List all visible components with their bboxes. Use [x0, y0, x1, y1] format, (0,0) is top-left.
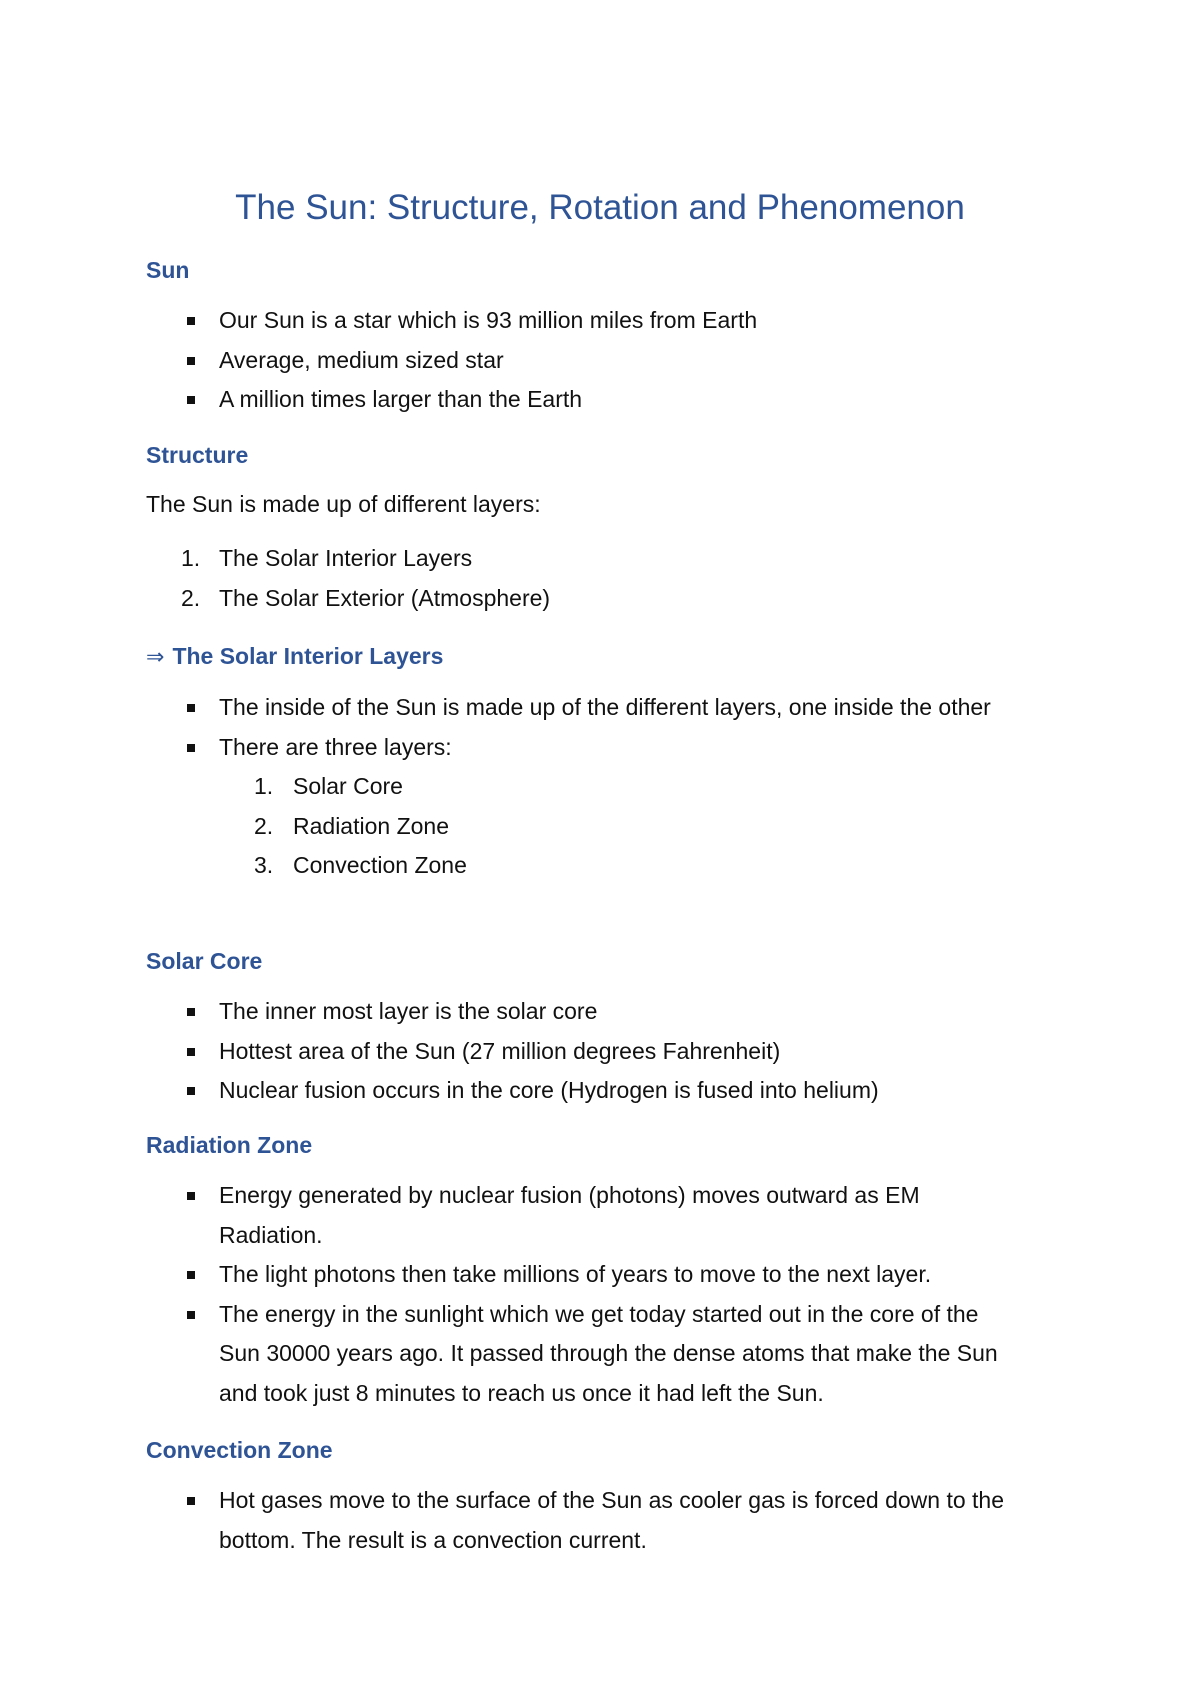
list-item: 1. The Solar Interior Layers — [181, 545, 473, 571]
list-item: Hot gases move to the surface of the Sun as cooler gas is forced down to the bottom. The result is a convection current. — [146, 1481, 1066, 1560]
list-item: There are three layers: — [146, 728, 1066, 768]
square-bullet-icon — [187, 704, 195, 712]
list-item: 3. Convection Zone — [254, 852, 467, 878]
radiation-list — [146, 1176, 1066, 1413]
double-arrow-icon: ⇒ — [146, 644, 165, 669]
list-item: 1. Solar Core — [254, 773, 403, 799]
layers-list — [146, 767, 1066, 886]
list-item: The inner most layer is the solar core — [146, 992, 1066, 1032]
section-interior — [146, 641, 1066, 886]
section-core — [146, 946, 1066, 1111]
list-item: Our Sun is a star which is 93 million miles from Earth — [146, 301, 1066, 341]
heading-sun: Sun — [146, 257, 190, 283]
square-bullet-icon — [187, 1311, 195, 1319]
square-bullet-icon — [187, 1008, 195, 1016]
heading-convection: Convection Zone — [146, 1437, 333, 1463]
heading-interior: ⇒ The Solar Interior Layers — [146, 643, 444, 669]
heading-core: Solar Core — [146, 948, 263, 974]
list-item: A million times larger than the Earth — [146, 380, 1066, 420]
list-item: Nuclear fusion occurs in the core (Hydrogen is fused into helium) — [146, 1071, 1066, 1111]
structure-intro: The Sun is made up of different layers: — [146, 491, 541, 517]
square-bullet-icon — [187, 1048, 195, 1056]
sun-list — [146, 301, 1066, 420]
document-title: The Sun: Structure, Rotation and Phenomenon — [235, 188, 965, 227]
section-structure — [146, 440, 1066, 618]
section-convection — [146, 1435, 1066, 1560]
list-item: Hottest area of the Sun (27 million degrees Fahrenheit) — [146, 1032, 1066, 1072]
heading-structure: Structure — [146, 442, 249, 468]
list-item: The energy in the sunlight which we get today started out in the core of the Sun 30000 years ago. It passed through the dense atoms that make the Sun and took just 8 minutes to reach us once it had left the Sun. — [146, 1295, 1066, 1414]
square-bullet-icon — [187, 1087, 195, 1095]
square-bullet-icon — [187, 744, 195, 752]
structure-list — [146, 539, 1066, 618]
section-sun — [146, 255, 1066, 420]
square-bullet-icon — [187, 1192, 195, 1200]
list-item: The inside of the Sun is made up of the different layers, one inside the other — [146, 688, 1066, 728]
core-list — [146, 992, 1066, 1111]
list-item: Energy generated by nuclear fusion (photons) moves outward as EM Radiation. — [146, 1176, 1066, 1255]
list-item: 2. The Solar Exterior (Atmosphere) — [181, 584, 551, 611]
list-item: The light photons then take millions of years to move to the next layer. — [146, 1255, 1066, 1295]
square-bullet-icon — [187, 396, 195, 404]
list-item: 2. Radiation Zone — [254, 812, 449, 839]
square-bullet-icon — [187, 1271, 195, 1279]
convection-list — [146, 1481, 1066, 1560]
square-bullet-icon — [187, 317, 195, 325]
square-bullet-icon — [187, 1497, 195, 1505]
heading-radiation: Radiation Zone — [146, 1132, 313, 1158]
list-item: Average, medium sized star — [146, 341, 1066, 381]
section-radiation — [146, 1130, 1066, 1413]
interior-list — [146, 688, 1066, 767]
square-bullet-icon — [187, 357, 195, 365]
